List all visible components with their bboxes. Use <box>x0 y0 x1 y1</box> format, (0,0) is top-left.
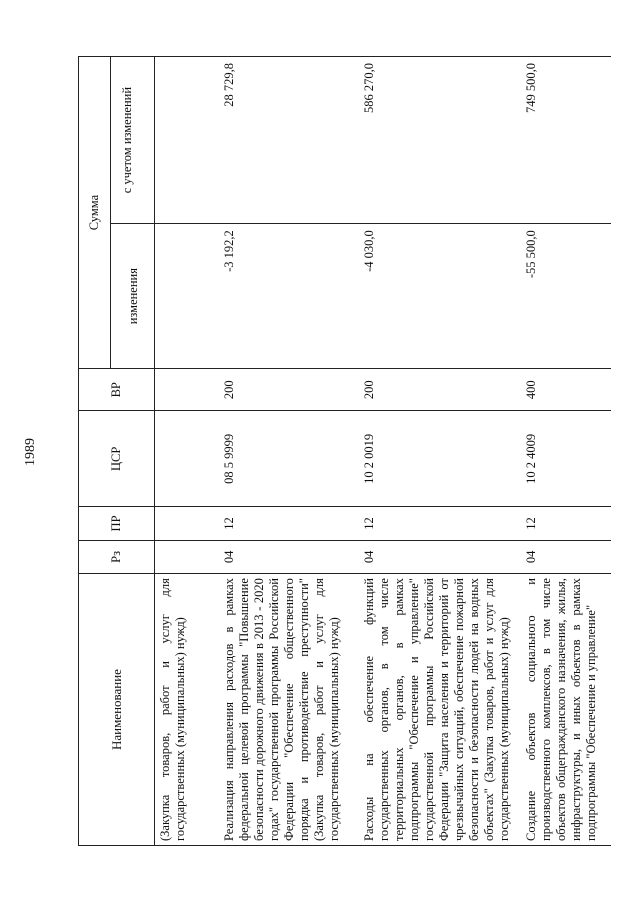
row-name: Реализация направления расходов в рамках федеральной целевой программы "Повышение безопасности дорожного движения в 2013 - 2020 годах" государственной программы Российской Федерации "Обеспечение общественного порядка и противодействие преступности" (Закупка товаров, работ и услуг для государственных (муниципальных) нужд) <box>219 574 359 846</box>
row-change: -3 192,2 <box>219 224 359 369</box>
row-pr: 12 <box>521 507 611 540</box>
row-total: 28 729,8 <box>219 57 359 224</box>
table-row <box>219 57 359 846</box>
row-vr: 200 <box>219 369 359 411</box>
row-vr: 400 <box>521 369 611 411</box>
row-pr: 12 <box>359 507 521 540</box>
row-rz: 04 <box>521 540 611 573</box>
budget-table <box>78 56 611 846</box>
row-name: Создание объектов социального и производственного комплексов, в том числе объектов общегражданского назначения, жилья, инфраструктуры, и иных объектов в рамках подпрограммы "Обеспечение и управление" <box>521 574 611 846</box>
table-row <box>359 57 521 846</box>
row-change: -55 500,0 <box>521 224 611 369</box>
row-vr <box>155 369 219 411</box>
header-sum: Сумма <box>79 57 111 369</box>
row-csr: 10 2 4009 <box>521 411 611 507</box>
header-cut-line <box>134 61 146 219</box>
header-with-changes-text: с учетом изменений <box>119 86 134 194</box>
row-total <box>155 57 219 224</box>
header-csr: ЦСР <box>79 411 155 507</box>
row-change: -4 030,0 <box>359 224 521 369</box>
row-total: 586 270,0 <box>359 57 521 224</box>
row-vr: 200 <box>359 369 521 411</box>
header-pr: ПР <box>79 507 155 540</box>
row-rz: 04 <box>219 540 359 573</box>
budget-table-sheet <box>78 56 598 846</box>
row-rz: 04 <box>359 540 521 573</box>
row-pr <box>155 507 219 540</box>
row-total: 749 500,0 <box>521 57 611 224</box>
header-changes: изменения <box>111 224 155 369</box>
rotated-table-wrapper <box>78 56 598 846</box>
table-row <box>155 57 219 846</box>
row-name: Расходы на обеспечение функций государственных органов, в том числе территориальных органов, в рамках подпрограммы "Обеспечение и управление" государственной программы Российской Федерации "Защита населения и территорий от чрезвычайных ситуаций, обеспечение пожарной безопасности и безопасности людей на водных объектах" (Закупка товаров, работ и услуг для государственных (муниципальных) нужд) <box>359 574 521 846</box>
table-header <box>79 57 155 846</box>
row-csr: 10 2 0019 <box>359 411 521 507</box>
row-csr: 08 5 9999 <box>219 411 359 507</box>
header-vr: ВР <box>79 369 155 411</box>
row-rz <box>155 540 219 573</box>
row-pr: 12 <box>219 507 359 540</box>
row-change <box>155 224 219 369</box>
header-with-changes <box>111 57 155 224</box>
row-name: (Закупка товаров, работ и услуг для государственных (муниципальных) нужд) <box>155 574 219 846</box>
page-number: 1989 <box>23 438 38 466</box>
table-row <box>521 57 611 846</box>
header-rz: Рз <box>79 540 155 573</box>
row-csr <box>155 411 219 507</box>
header-name: Наименование <box>79 574 155 846</box>
